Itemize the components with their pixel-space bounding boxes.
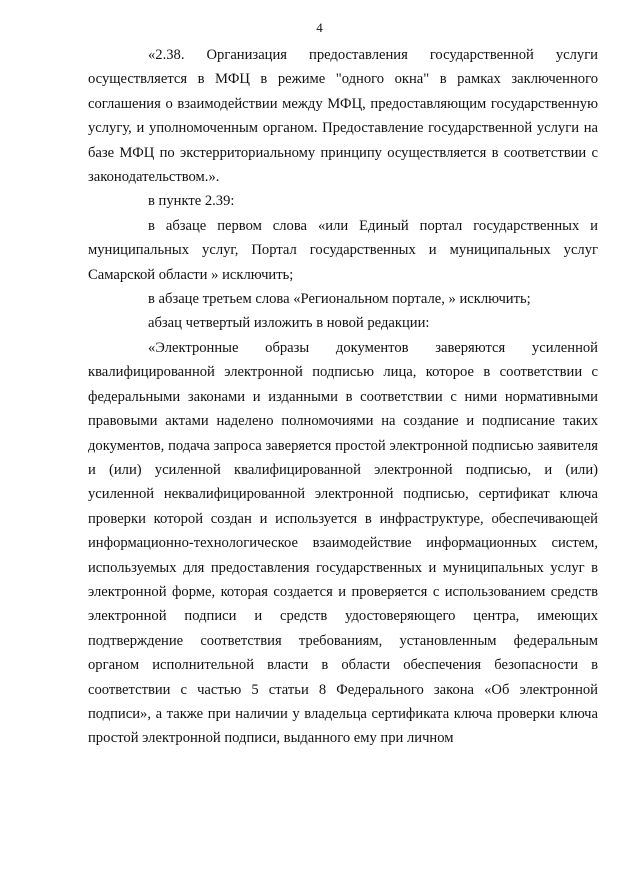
paragraph-fourth-abzac-intro: абзац четвертый изложить в новой редакции: — [148, 315, 430, 332]
paragraph-first-abzac-change: в абзаце первом слова «или Единый портал государственных и муниципальных услуг, Портал государственных и муниципальных услуг Самарской области » исключить; — [88, 217, 598, 283]
paragraph-clause-2-38: «2.38. Организация предоставления государственной услуги осуществляется в МФЦ в режиме "одного окна" в рамках заключенного соглашения о взаимодействии между МФЦ, предоставляющим государственную услугу, и уполномоченным органом. Предоставление государственной услуги на базе МФЦ по экстерриториальному принципу осуществляется в соответствии с законодательством.». — [88, 47, 598, 186]
paragraph-item-2-39-intro: в пункте 2.39: — [148, 193, 235, 210]
paragraph-third-abzac-change: в абзаце третьем слова «Региональном портале, » исключить; — [148, 291, 531, 308]
page-number: 4 — [316, 20, 323, 35]
document-body — [88, 43, 598, 751]
paragraph-electronic-signature-text: «Электронные образы документов заверяются усиленной квалифицированной электронной подписью лица, которое в соответствии с федеральными законами и изданными в соответствии с ними нормативными правовыми актами наделено полномочиями на создание и подписание таких документов, подача запроса заверяется простой электронной подписью заявителя и (или) усиленной квалифицированной электронной подписью, и (или) усиленной неквалифицированной электронной подписью, сертификат ключа проверки которой создан и используется в инфраструктуре, обеспечивающей информационно-технологическое взаимодействие информационных систем, используемых для предоставления государственных и муниципальных услуг в электронной форме, которая создается и проверяется с использованием средств электронной подписи и средств удостоверяющего центра, имеющих подтверждение соответствия требованиям, установленным федеральным органом исполнительной власти в области обеспечения безопасности в соответствии с частью 5 статьи 8 Федерального закона «Об электронной подписи», а также при наличии у владельца сертификата ключа проверки ключа простой электронной подписи, выданного ему при личном — [88, 339, 598, 747]
